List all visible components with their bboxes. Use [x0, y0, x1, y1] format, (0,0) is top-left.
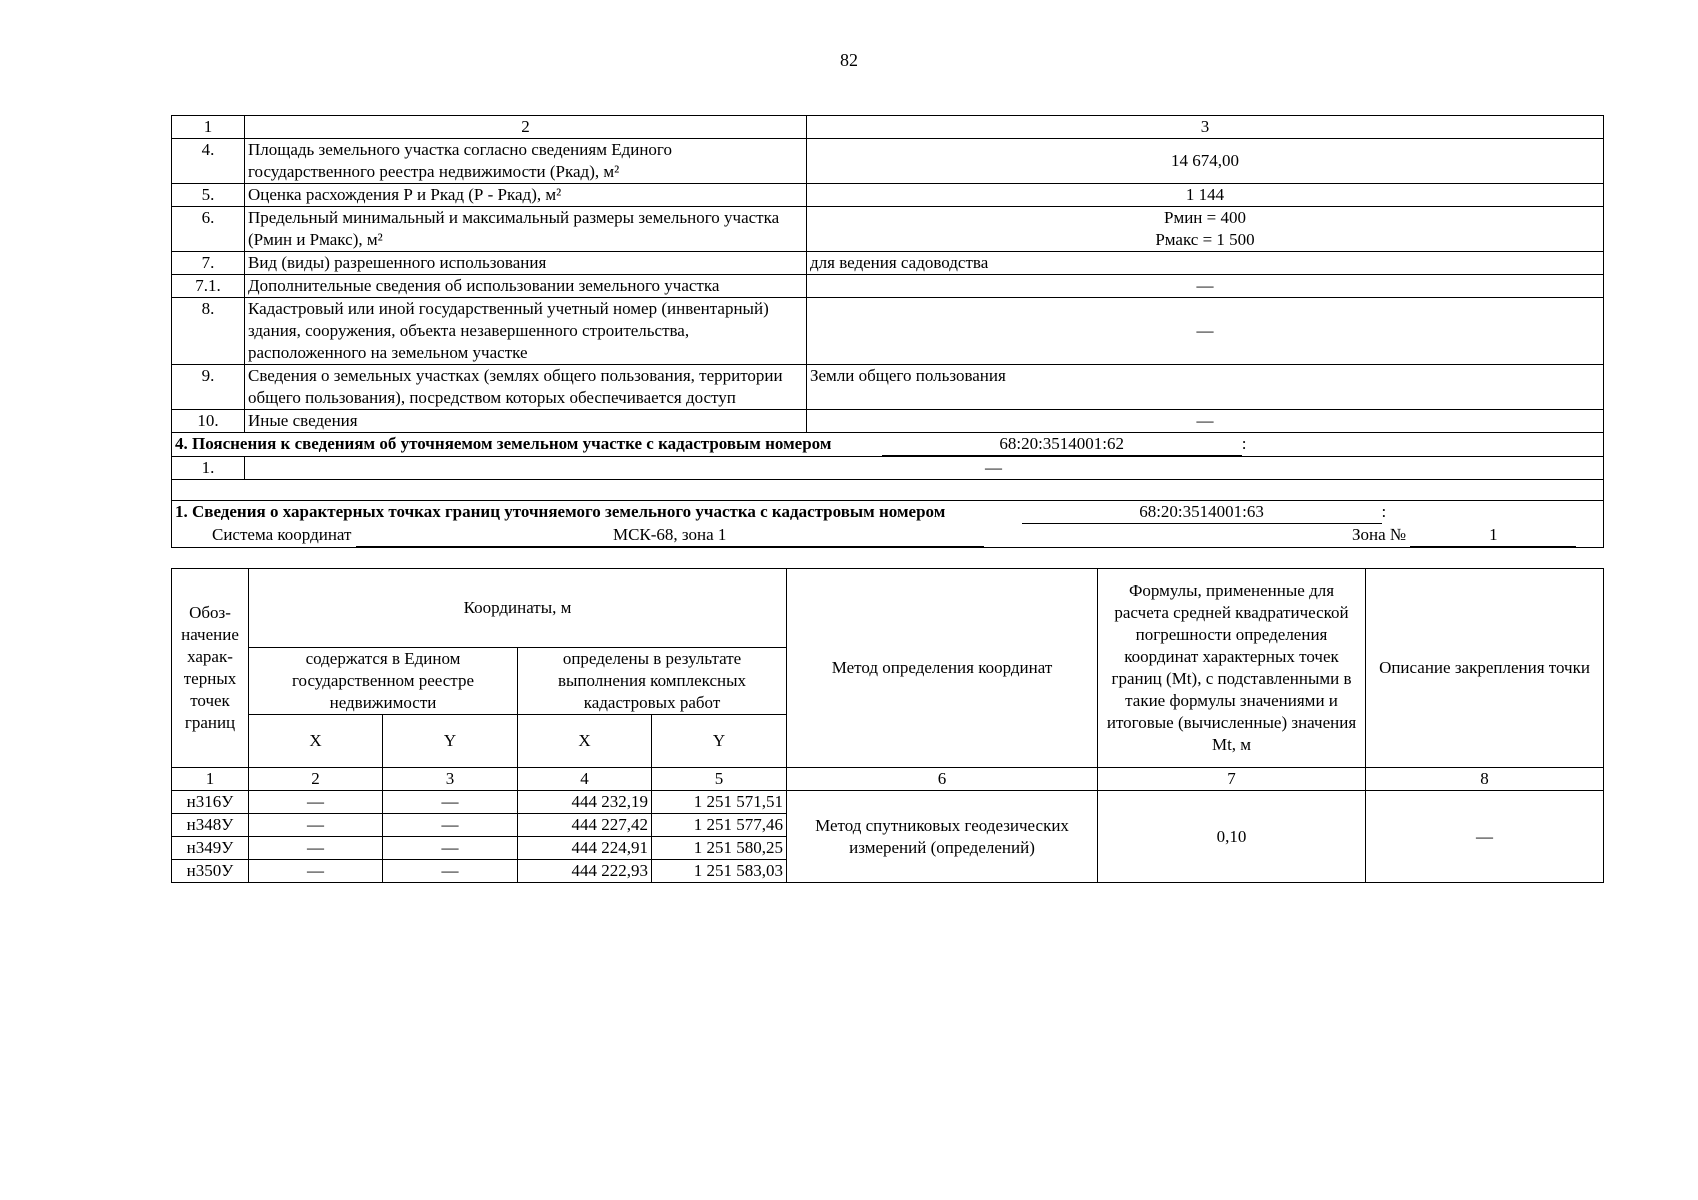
section4-colon: :: [1241, 434, 1247, 453]
kkr-x: 444 227,42: [518, 814, 652, 837]
point-name: н349У: [172, 837, 249, 860]
row-value: Земли общего пользования: [807, 365, 1604, 410]
section4-title-cell: [172, 433, 1604, 457]
page-number: 82: [840, 50, 858, 70]
col-header-1: 1: [172, 116, 245, 139]
row-value: —: [245, 457, 1604, 480]
row-number: 9.: [172, 365, 245, 410]
row-number: 6.: [172, 207, 245, 252]
egrn-x: —: [249, 860, 383, 883]
section-separator: [172, 480, 1604, 501]
row-label: Дополнительные сведения об использовании земельного участка: [245, 275, 807, 298]
header-description: Описание закрепления точки: [1366, 569, 1604, 768]
coord-system-cell: [172, 524, 1604, 548]
table-row: [172, 791, 1604, 814]
header-kkr-y: Y: [652, 715, 787, 768]
header-method: Метод определения координат: [787, 569, 1098, 768]
mt-value: 0,10: [1098, 791, 1366, 883]
col-number: 3: [383, 768, 518, 791]
header-kkr-x: X: [518, 715, 652, 768]
row-value: 14 674,00: [807, 139, 1604, 184]
p-max-value: Рмакс = 1 500: [1155, 230, 1255, 249]
kkr-x: 444 232,19: [518, 791, 652, 814]
section4-title-row: [172, 433, 1604, 457]
table-row: [172, 275, 1604, 298]
table-row: [172, 298, 1604, 365]
point-name: н348У: [172, 814, 249, 837]
header-egrn-y: Y: [383, 715, 518, 768]
egrn-x: —: [249, 791, 383, 814]
row-number: 7.1.: [172, 275, 245, 298]
section1-cadastral-number: 68:20:3514001:63: [1022, 501, 1382, 524]
coord-system-value: МСК-68, зона 1: [356, 524, 984, 547]
section4-title: 4. Пояснения к сведениям об уточняемом земельном участке с кадастровым номером: [175, 434, 832, 453]
method-value: Метод спутниковых геодезических измерений (определений): [787, 791, 1098, 883]
row-label: Вид (виды) разрешенного использования: [245, 252, 807, 275]
kkr-y: 1 251 577,46: [652, 814, 787, 837]
row-number: 1.: [172, 457, 245, 480]
p-min-value: Рмин = 400: [1164, 208, 1246, 227]
table-row: [172, 139, 1604, 184]
egrn-y: —: [383, 791, 518, 814]
header-kkr: определены в результате выполнения комплексных кадастровых работ: [518, 648, 787, 715]
row-label: Иные сведения: [245, 410, 807, 433]
table-row: [172, 365, 1604, 410]
col-number: 2: [249, 768, 383, 791]
egrn-x: —: [249, 837, 383, 860]
egrn-x: —: [249, 814, 383, 837]
table-row: [172, 410, 1604, 433]
egrn-y: —: [383, 814, 518, 837]
kkr-y: 1 251 571,51: [652, 791, 787, 814]
header-egrn-x: X: [249, 715, 383, 768]
header-formula: Формулы, примененные для расчета средней квадратической погрешности определения координат характерных точек границ (Mt), с подставленными в такие формулы значениями и итоговые (вычисленные) значения Mt, м: [1098, 569, 1366, 768]
col-number: 4: [518, 768, 652, 791]
table-header-row: [172, 116, 1604, 139]
land-info-table: [171, 115, 1604, 548]
section4-row: [172, 457, 1604, 480]
col-header-3: 3: [807, 116, 1604, 139]
row-label: Предельный минимальный и максимальный размеры земельного участка (Рмин и Рмакс), м²: [245, 207, 807, 252]
coord-system-label: Система координат: [212, 525, 352, 544]
row-value: [807, 207, 1604, 252]
table-row: [172, 252, 1604, 275]
table-row: [172, 207, 1604, 252]
col-number: 1: [172, 768, 249, 791]
kkr-x: 444 224,91: [518, 837, 652, 860]
zone-value: 1: [1410, 524, 1576, 547]
row-label: Сведения о земельных участках (землях общего пользования, территории общего пользования), посредством которых обеспечивается доступ: [245, 365, 807, 410]
header-designation: Обоз-начение харак-терных точек границ: [172, 569, 249, 768]
zone-label: Зона №: [1351, 525, 1407, 544]
section1-title-row: [172, 501, 1604, 525]
point-name: н316У: [172, 791, 249, 814]
row-label: Площадь земельного участка согласно сведениям Единого государственного реестра недвижимости (Ркад), м²: [245, 139, 807, 184]
row-value: —: [807, 298, 1604, 365]
row-number: 5.: [172, 184, 245, 207]
description-value: —: [1366, 791, 1604, 883]
row-value: —: [807, 275, 1604, 298]
row-value: —: [807, 410, 1604, 433]
header-egrn: содержатся в Едином государственном реестре недвижимости: [249, 648, 518, 715]
row-label: Кадастровый или иной государственный учетный номер (инвентарный) здания, сооружения, объекта незавершенного строительства, расположенного на земельном участке: [245, 298, 807, 365]
kkr-y: 1 251 583,03: [652, 860, 787, 883]
section4-cadastral-number: 68:20:3514001:62: [882, 433, 1242, 456]
row-label: Оценка расхождения Р и Ркад (Р - Ркад), м²: [245, 184, 807, 207]
row-value: 1 144: [807, 184, 1604, 207]
row-number: 7.: [172, 252, 245, 275]
coord-system-row: [172, 524, 1604, 548]
row-value: для ведения садоводства: [807, 252, 1604, 275]
col-header-2: 2: [245, 116, 807, 139]
kkr-x: 444 222,93: [518, 860, 652, 883]
kkr-y: 1 251 580,25: [652, 837, 787, 860]
col-number: 8: [1366, 768, 1604, 791]
boundary-points-table: [171, 568, 1604, 883]
row-number: 4.: [172, 139, 245, 184]
section1-colon: :: [1381, 502, 1387, 521]
header-coordinates: Координаты, м: [249, 569, 787, 648]
egrn-y: —: [383, 860, 518, 883]
column-numbers-row: [172, 768, 1604, 791]
row-number: 8.: [172, 298, 245, 365]
table-row: [172, 184, 1604, 207]
point-name: н350У: [172, 860, 249, 883]
section1-title: 1. Сведения о характерных точках границ уточняемого земельного участка с кадастровым номером: [175, 502, 946, 521]
col-number: 7: [1098, 768, 1366, 791]
section1-title-cell: [172, 501, 1604, 525]
egrn-y: —: [383, 837, 518, 860]
col-number: 6: [787, 768, 1098, 791]
row-number: 10.: [172, 410, 245, 433]
col-number: 5: [652, 768, 787, 791]
